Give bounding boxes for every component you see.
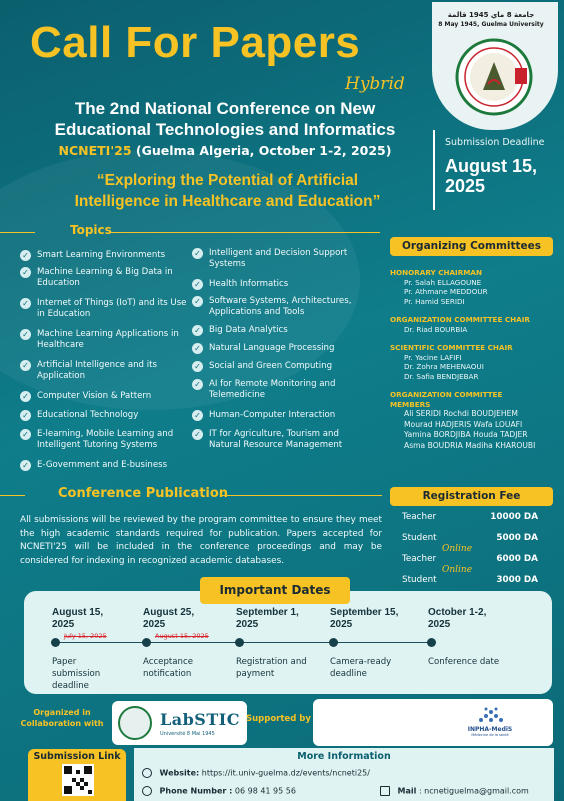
conference-location-dates: (Guelma Algeria, October 1-2, 2025): [135, 143, 392, 158]
registration-row: [398, 530, 548, 551]
inpha-subtitle: Médecine de la santé: [471, 733, 509, 737]
registration-category: Student: [402, 533, 437, 543]
topic-text: IT for Agriculture, Tourism and Natural Resource Management: [209, 429, 343, 450]
check-icon: ✓: [192, 410, 203, 421]
publication-heading: [30, 485, 280, 505]
topic-item: [192, 410, 367, 421]
registration-row: [398, 509, 548, 530]
topic-item: [192, 248, 367, 270]
check-icon: ✓: [20, 329, 31, 340]
timeline-description: Registration and payment: [236, 657, 307, 679]
website-row: [142, 768, 370, 778]
organized-label: Organized in Collaboration with: [20, 708, 104, 728]
topic-text: Natural Language Processing: [209, 343, 335, 353]
topic-text: Machine Learning & Big Data in Education: [37, 267, 173, 288]
university-name: [430, 10, 552, 30]
theme-line2: Intelligence in Healthcare and Education”: [74, 193, 381, 210]
timeline-date: September 1, 2025: [236, 607, 299, 630]
topic-item: [20, 429, 190, 451]
members-row: Yamina BORDJIBA Houda TADJER: [404, 430, 528, 439]
inpha-name: INPHA-MediS: [467, 726, 513, 733]
deadline-label: Submission Deadline: [445, 137, 545, 148]
topic-text: Smart Learning Environments: [37, 250, 166, 260]
registration-fee: 3000 DA: [496, 575, 538, 585]
phone-number: 06 98 41 95 56: [234, 786, 296, 796]
topics-list-right: [192, 248, 367, 458]
members-label: ORGANIZATION COMMITTEE MEMBERS: [390, 390, 503, 409]
topic-text: Artificial Intelligence and its Application: [37, 360, 157, 381]
submission-link-label: Submission Link: [33, 751, 121, 762]
topic-text: AI for Remote Monitoring and Telemedicine: [209, 379, 336, 400]
topic-item: [192, 343, 367, 354]
inpha-dots-icon: [475, 706, 505, 724]
timeline-date: August 15, 2025: [52, 607, 104, 630]
mail-link[interactable]: : ncnetiguelma@gmail.com: [418, 786, 529, 796]
topics-heading-text: Topics: [70, 223, 112, 237]
check-icon: ✓: [192, 279, 203, 290]
website-link[interactable]: https://it.univ-guelma.dz/events/ncneti25/: [201, 768, 370, 778]
registration-row: [398, 544, 548, 572]
timeline-line: [56, 642, 436, 643]
mail-label: Mail: [397, 786, 417, 796]
topic-text: Health Informatics: [209, 279, 289, 289]
timeline-description: Camera-ready deadline: [330, 657, 392, 679]
deadline-date: [445, 156, 558, 196]
timeline-date: August 25, 2025: [143, 607, 195, 630]
check-icon: ✓: [20, 429, 31, 440]
registration-category: Teacher: [402, 512, 437, 522]
timeline-description: Paper submission deadline: [52, 657, 101, 691]
check-icon: ✓: [192, 343, 203, 354]
check-icon: ✓: [20, 360, 31, 371]
conference-acronym: NCNETI'25: [58, 143, 132, 158]
sci-chair-label: SCIENTIFIC COMMITTEE CHAIR: [390, 343, 513, 352]
honorary-member: Pr. Athmane MEDDOUR: [404, 287, 488, 296]
publication-heading-text: Conference Publication: [58, 486, 229, 501]
check-icon: ✓: [20, 460, 31, 471]
organizing-committees-body: [390, 258, 553, 482]
timeline-dot: [329, 638, 338, 647]
page-title: Call For Papers: [30, 18, 361, 67]
globe-icon: [142, 768, 152, 778]
labstic-logo: LabSTIC: [160, 710, 240, 729]
topic-text: Machine Learning Applications in Healthcare: [37, 329, 179, 350]
topic-text: Computer Vision & Pattern: [37, 391, 152, 401]
topic-item: [20, 360, 190, 382]
timeline-description: Acceptance notification: [143, 657, 194, 679]
topic-item: [192, 279, 367, 290]
inpha-logo: [462, 706, 518, 740]
timeline-description: Conference date: [428, 657, 500, 667]
online-label: Online: [442, 544, 473, 554]
conference-name-line2: Educational Technologies and Informatics: [54, 120, 396, 139]
org-chair-label: ORGANIZATION COMMITTEE CHAIR: [390, 315, 530, 324]
theme-line1: “Exploring the Potential of Artificial: [96, 172, 359, 189]
check-icon: ✓: [192, 248, 203, 259]
check-icon: ✓: [192, 361, 203, 372]
topic-text: E-learning, Mobile Learning and Intelligent Tutoring Systems: [37, 429, 174, 450]
conference-name: [20, 98, 430, 140]
topic-item: [192, 361, 367, 372]
org-chair-member: Dr. Riad BOURBIA: [404, 324, 468, 334]
timeline-date: October 1-2, 2025: [428, 607, 487, 630]
online-label: Online: [442, 565, 473, 575]
topic-text: Educational Technology: [37, 410, 139, 420]
qr-code[interactable]: [62, 764, 94, 796]
registration-category: Student: [402, 575, 437, 585]
conference-name-line1: The 2nd National Conference on New: [74, 99, 376, 118]
conference-acronym-line: [20, 143, 430, 158]
university-seal-icon: [455, 38, 533, 116]
honorary-chairman-label: HONORARY CHAIRMAN: [390, 268, 482, 277]
qr-code-icon: [64, 766, 92, 794]
check-icon: ✓: [192, 325, 203, 336]
topic-item: [20, 391, 190, 402]
university-name-en: 8 May 1945, Guelma University: [438, 21, 544, 28]
topic-item: [192, 325, 367, 336]
deadline-date-line1: August 15,: [445, 156, 538, 176]
publication-divider-left: [0, 495, 25, 496]
registration-category: Teacher: [402, 554, 437, 564]
check-icon: ✓: [20, 391, 31, 402]
registration-fee: 5000 DA: [496, 533, 538, 543]
more-info-heading: More Information: [297, 751, 391, 762]
check-icon: ✓: [20, 410, 31, 421]
topic-item: [20, 250, 190, 261]
check-icon: ✓: [20, 298, 31, 309]
topic-item: [192, 379, 367, 401]
phone-row: [142, 786, 296, 796]
timeline-old-date: August 15, 2025: [155, 632, 209, 640]
members-row: Asma BOUDRIA Madiha KHAROUBI: [404, 440, 536, 450]
topic-item: [20, 329, 190, 351]
topic-item: [20, 298, 190, 320]
registration-fee-heading: Registration Fee: [390, 487, 553, 506]
sci-chair-member: Dr. Safia BENDJEBAR: [404, 371, 479, 381]
topic-text: Human-Computer Interaction: [209, 410, 336, 420]
topic-text: E-Government and E-business: [37, 460, 168, 470]
check-icon: ✓: [192, 429, 203, 440]
phone-icon: [142, 786, 152, 796]
deadline-date-line2: 2025: [445, 176, 486, 196]
topic-text: Big Data Analytics: [209, 325, 288, 335]
timeline-date: September 15, 2025: [330, 607, 399, 630]
conference-theme: [30, 170, 425, 212]
timeline-dot: [427, 638, 436, 647]
publication-text: All submissions will be reviewed by the program committee to ensure they meet the high academic standards required for publication. Papers accepted for NCNETI'25 will be included in the conference proceedings and may be considered for indexing in recognized academic databases.: [20, 515, 382, 566]
important-dates-heading: Important Dates: [200, 577, 350, 604]
check-icon: ✓: [192, 379, 203, 390]
check-icon: ✓: [20, 250, 31, 261]
registration-fee: 10000 DA: [490, 512, 538, 522]
timeline-dot: [51, 638, 60, 647]
topic-text: Internet of Things (IoT) and its Use in Education: [37, 298, 187, 319]
registration-row: [398, 565, 548, 593]
members-row: Mourad HADJERIS Wafa LOUAFI: [404, 419, 523, 429]
topic-item: [192, 296, 367, 318]
registration-fee: 6000 DA: [496, 554, 538, 564]
topics-heading: [30, 223, 185, 241]
website-label: Website:: [159, 768, 200, 778]
submission-deadline-card: [433, 130, 558, 210]
phone-label: Phone Number :: [159, 786, 233, 796]
sci-chair-member: Pr. Yacine LAFIFI: [404, 352, 462, 362]
university-seal-small-icon: [118, 706, 152, 740]
members-list: [390, 409, 553, 451]
timeline-dot: [235, 638, 244, 647]
members-row: Ali SERIDI Rochdi BOUDJEHEM: [404, 409, 518, 418]
university-name-ar: جامعة 8 ماي 1945 قالمة: [447, 11, 535, 19]
topic-item: [20, 410, 190, 421]
topics-list-left: [20, 248, 190, 478]
topic-item: [20, 460, 190, 471]
topic-text: Social and Green Computing: [209, 361, 333, 371]
topic-item: [20, 267, 190, 289]
timeline-old-date: July 15, 2025: [64, 632, 107, 640]
sci-chair-member: Dr. Zohra MEHENAOUI: [404, 362, 484, 371]
topic-text: Software Systems, Architectures, Applications and Tools: [209, 296, 352, 317]
honorary-member: Pr. Hamid SERIDI: [404, 296, 465, 306]
mail-row: [380, 786, 529, 796]
organizing-committees-heading: Organizing Committees: [390, 237, 553, 256]
supported-label: Supported by: [246, 714, 311, 724]
labstic-subtitle: Université 8 Mai 1945: [160, 731, 215, 737]
honorary-member: Pr. Salah ELLAGOUNE: [404, 277, 482, 287]
registration-fee-table: [398, 509, 548, 593]
hybrid-label: Hybrid: [345, 74, 405, 94]
topic-text: Intelligent and Decision Support Systems: [209, 248, 348, 269]
mail-icon: [380, 786, 390, 796]
check-icon: ✓: [192, 296, 203, 307]
check-icon: ✓: [20, 267, 31, 278]
timeline-dot: [142, 638, 151, 647]
topic-item: [192, 429, 367, 451]
